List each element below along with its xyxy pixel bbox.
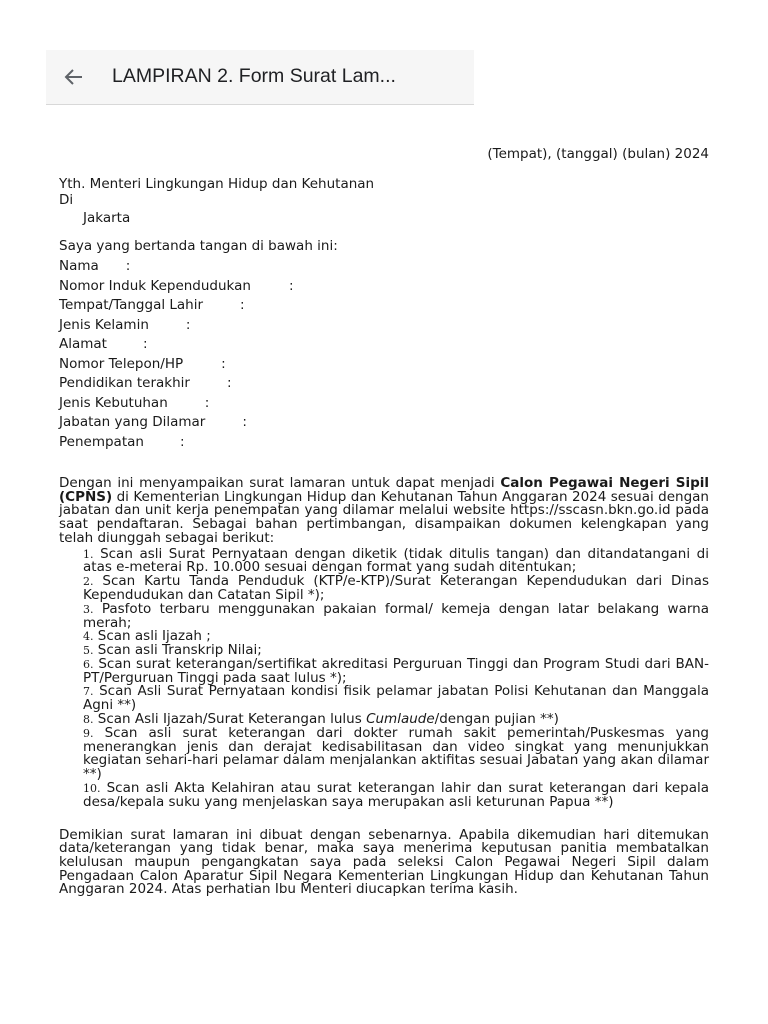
arrow-left-icon [60,63,88,91]
item-text: Scan Asli Surat Pernyataan kondisi fisik pelamar jabatan Polisi Kehutanan dan Manggala Agni **) [83,683,709,714]
list-item [83,685,709,713]
field-row [59,316,709,336]
item-number: 3. [83,602,94,616]
recipient-di: Di [59,192,74,208]
field-colon: : [226,375,232,391]
field-row [59,413,709,433]
list-item [83,545,709,576]
item-text: Scan asli Akta Kelahiran atau surat keterangan lahir dan surat keterangan dari kepala desa/kepala suku yang menjelaskan saya merupakan asli keturunan Papua **) [83,780,709,810]
list-item [83,575,709,603]
body-text-pre: Dengan ini menyampaikan surat lamaran untuk dapat menjadi [59,475,495,491]
item-number: 7. [83,685,94,699]
recipient-city: Jakarta [83,210,131,226]
item-text: /dengan pujian **) [434,711,559,728]
intro-text: Saya yang bertanda tangan di bawah ini: [59,238,338,254]
closing-paragraph: Demikian surat lamaran ini dibuat dengan sebenarnya. Apabila dikemudian hari ditemukan data/keterangan yang tidak benar, maka saya menerima keputusan panitia membatalkan kelulusan maupun pengangkatan saya pada seleksi Calon Pegawai Negeri Sipil dalam Pengadaan Calon Aparatur Sipil Negara Kementerian Lingkungan Hidup dan Kehutanan Tahun Anggaran 2024. Atas perhatian Ibu Menteri diucapkan terima kasih. [59,826,709,898]
item-text: Scan surat keterangan/sertifikat akreditasi Perguruan Tinggi dan Program Studi dari BAN-PT/Perguruan Tinggi pada saat lulus *); [83,655,709,686]
place-date: (Tempat), (tanggal) (bulan) 2024 [487,146,709,162]
field-colon: : [125,258,131,274]
field-colon: : [242,414,247,430]
field-row [59,296,709,316]
item-number: 10. [83,782,101,796]
field-label: Jabatan yang Dilamar [59,414,206,430]
field-row [59,277,709,297]
item-number: 4. [83,630,94,644]
applicant-fields [59,257,709,452]
field-label: Penempatan [59,433,144,450]
item-text-italic: Cumlaude [366,711,435,728]
list-item [83,724,709,783]
field-label: Alamat [59,336,107,352]
item-text: Scan asli Surat Pernyataan dengan diketik (tidak ditulis tangan) dan ditandatangani di atas e-meterai Rp. 10.000 sesuai dengan format yang sudah ditentukan; [83,545,709,576]
item-text: Pasfoto terbaru menggunakan pakaian formal/ kemeja dengan latar belakang warna merah; [83,600,709,631]
field-colon: : [185,316,191,333]
list-item [83,600,709,631]
position-title: Calon Pegawai Negeri Sipil (CPNS) [59,475,709,505]
field-label: Jenis Kelamin [59,316,149,333]
field-label: Nomor Induk Kependudukan [59,277,251,294]
document-list [59,545,709,810]
field-colon: : [288,277,294,294]
item-number: 8. [83,713,94,727]
back-button[interactable] [60,63,88,91]
field-row [59,433,709,453]
item-text: Scan Kartu Tanda Penduduk (KTP/e-KTP)/Surat Keterangan Kependudukan dari Dinas Kependudukan dan Catatan Sipil *); [83,573,709,603]
field-colon: : [142,336,148,352]
field-row [59,335,709,355]
field-label: Jenis Kebutuhan [59,394,168,411]
item-number: 2. [83,575,94,589]
field-label: Nomor Telepon/HP [59,355,184,372]
field-label: Nama [59,258,99,274]
list-item [83,782,709,810]
field-label: Pendidikan terakhir [59,375,190,391]
item-number: 6. [83,657,94,671]
document-title: LAMPIRAN 2. Form Surat Lam... [112,65,396,87]
body-text-post: di Kementerian Lingkungan Hidup dan Kehutanan Tahun Anggaran 2024 sesuai dengan jabatan dan unit kerja penempatan yang dilamar melalui website https://sscasn.bkn.go.id pada saat pendaftaran. Sebagai bahan pertimbangan, disampaikan dokumen kelengkapan yang telah diunggah sebagai berikut: [59,488,709,546]
item-text: Scan asli surat keterangan dari dokter rumah sakit pemerintah/Puskesmas yang menerangkan jenis dan derajat kedisabilitasan dan video singkat yang menunjukkan kegiatan sehari-hari pelamar dalam menjalankan aktifitas sesuai Jabatan yang akan dilamar **) [83,724,709,783]
field-colon: : [240,297,245,313]
list-item [83,655,709,686]
field-label: Tempat/Tanggal Lahir [59,297,204,313]
field-row [59,394,709,414]
item-number: 5. [83,644,94,658]
field-colon: : [204,394,210,411]
item-text: Scan Asli Ijazah/Surat Keterangan lulus [97,711,362,728]
field-row [59,374,709,394]
item-number: 1. [83,547,94,561]
field-colon: : [221,355,226,372]
body-paragraph [59,477,709,546]
letter-document [59,146,709,897]
item-text: Scan asli Ijazah ; [97,628,211,645]
item-number: 9. [83,726,94,740]
recipient-block [59,176,709,226]
field-row [59,257,709,277]
item-text: Scan asli Transkrip Nilai; [97,642,262,659]
field-colon: : [179,433,185,450]
field-row [59,355,709,375]
app-bar [46,50,474,105]
recipient: Yth. Menteri Lingkungan Hidup dan Kehutanan [59,176,375,192]
